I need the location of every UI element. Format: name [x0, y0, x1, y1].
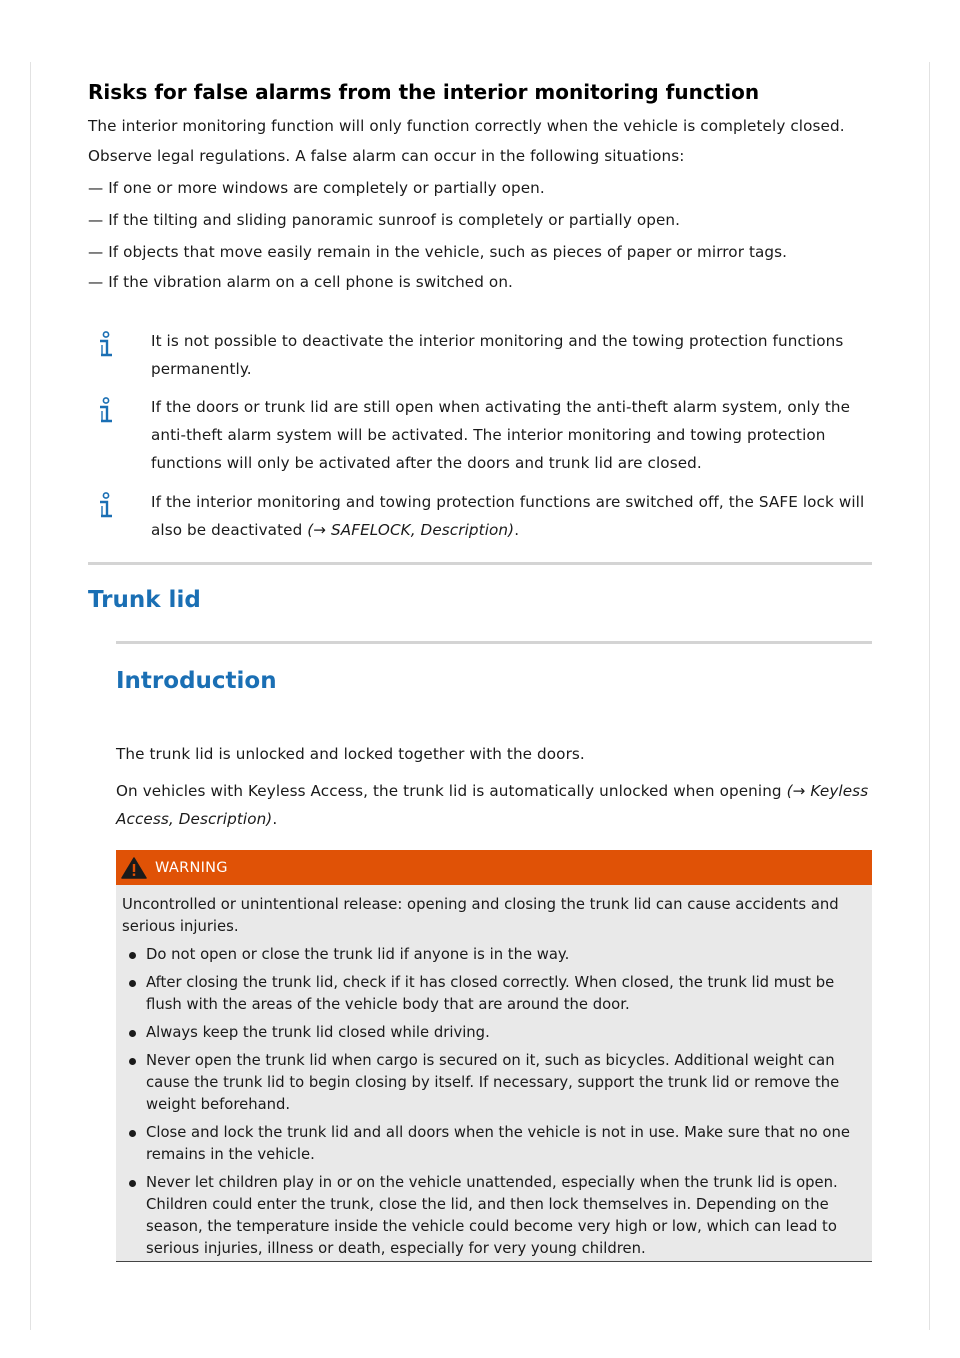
- page-border-right: [929, 62, 930, 1330]
- warning-item: [116, 1172, 868, 1260]
- bullet-icon: [129, 1030, 136, 1037]
- bullet-icon: [129, 980, 136, 987]
- trunk-paragraph: The trunk lid is unlocked and locked together with the doors.: [116, 745, 585, 763]
- info-note: [88, 327, 868, 383]
- note-text-main: If the interior monitoring and towing protection functions are switched off, the SAFE lock will also be deactivated: [151, 493, 865, 539]
- bullet-icon: [129, 952, 136, 959]
- section-title: Risks for false alarms from the interior monitoring function: [88, 80, 760, 104]
- bullet-icon: [129, 1058, 136, 1065]
- situation-item: — If the tilting and sliding panoramic sunroof is completely or partially open.: [88, 211, 681, 229]
- warning-label: WARNING: [155, 859, 228, 876]
- info-note: [88, 393, 868, 477]
- observe-paragraph: Observe legal regulations. A false alarm can occur in the following situations:: [88, 147, 685, 165]
- trunk-lid-heading: Trunk lid: [88, 587, 201, 613]
- situation-item: — If objects that move easily remain in the vehicle, such as pieces of paper or mirror tags.: [88, 243, 788, 261]
- info-icon: [96, 492, 116, 520]
- note-text: If the doors or trunk lid are still open when activating the anti-theft alarm system, only the anti-theft alarm system will be activated. The interior monitoring and towing protection functions will only be activated after the doors and trunk lid are closed.: [151, 398, 851, 472]
- section-divider: [88, 562, 872, 565]
- warning-box: [116, 850, 872, 1262]
- warning-item-text: Do not open or close the trunk lid if anyone is in the way.: [146, 946, 570, 963]
- bullet-icon: [129, 1180, 136, 1187]
- subsection-divider: [116, 641, 872, 644]
- warning-item-text: Never let children play in or on the vehicle unattended, especially when the trunk lid is open. Children could enter the trunk, close the lid, and then lock themselves in. Depending on the season, the temperature inside the vehicle could become very high or low, which can lead to serious injuries, illness or death, especially for very young children.: [146, 1174, 838, 1257]
- warning-item: [116, 944, 868, 966]
- page-border-left: [30, 62, 31, 1330]
- keyless-reference-link[interactable]: (→ Keyless Access, Description): [116, 782, 869, 828]
- bullet-icon: [129, 1130, 136, 1137]
- warning-intro: Uncontrolled or unintentional release: opening and closing the trunk lid can cause accidents and serious injuries.: [122, 896, 839, 935]
- warning-header: [116, 850, 872, 885]
- note-text: It is not possible to deactivate the interior monitoring and the towing protection functions permanently.: [151, 332, 844, 378]
- situation-item: — If one or more windows are completely or partially open.: [88, 179, 545, 197]
- warning-triangle-icon: [121, 857, 147, 879]
- info-note: [88, 488, 868, 544]
- info-icon: [96, 397, 116, 425]
- warning-item-text: Always keep the trunk lid closed while driving.: [146, 1024, 490, 1041]
- keyless-paragraph: [116, 777, 876, 833]
- warning-item-text: Close and lock the trunk lid and all doors when the vehicle is not in use. Make sure that no one remains in the vehicle.: [146, 1124, 850, 1163]
- safelock-reference-link[interactable]: (→ SAFELOCK, Description): [307, 521, 515, 539]
- warning-item: [116, 972, 868, 1016]
- keyless-text: On vehicles with Keyless Access, the trunk lid is automatically unlocked when opening: [116, 782, 787, 800]
- introduction-heading: Introduction: [116, 668, 277, 694]
- warning-item-text: After closing the trunk lid, check if it has closed correctly. When closed, the trunk lid must be flush with the areas of the vehicle body that are around the door.: [146, 974, 835, 1013]
- info-icon: [96, 331, 116, 359]
- situation-item: — If the vibration alarm on a cell phone is switched on.: [88, 273, 513, 291]
- intro-paragraph: The interior monitoring function will only function correctly when the vehicle is completely closed.: [88, 117, 845, 135]
- warning-list: [116, 944, 872, 1260]
- warning-item-text: Never open the trunk lid when cargo is secured on it, such as bicycles. Additional weight can cause the trunk lid to begin closing by itself. If necessary, support the trunk lid or remove the weight beforehand.: [146, 1052, 840, 1113]
- warning-item: [116, 1122, 868, 1166]
- warning-item: [116, 1050, 868, 1116]
- note-text: [151, 488, 866, 544]
- warning-item: [116, 1022, 868, 1044]
- note-text-suffix: .: [514, 521, 520, 539]
- keyless-suffix: .: [272, 810, 278, 828]
